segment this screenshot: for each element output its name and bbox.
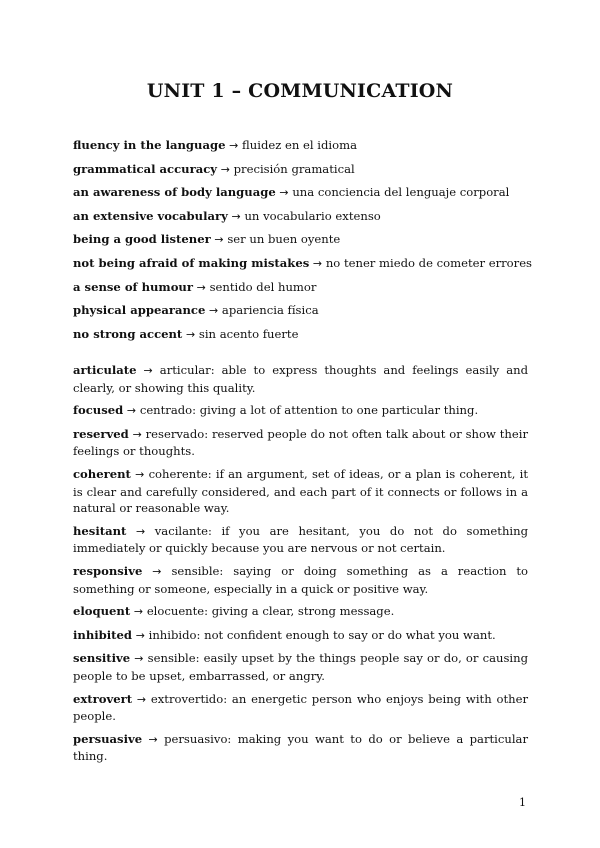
glossary-term: not being afraid of making mistakes [73,255,310,270]
definition-term: coherent [73,466,131,481]
definition-item [73,731,528,765]
arrow-icon: → [185,327,196,341]
arrow-icon: → [135,628,145,642]
arrow-icon: → [220,162,230,176]
definition-item [73,402,528,420]
page-title: UNIT 1 – COMMUNICATION [146,80,454,102]
glossary-term: grammatical accuracy [73,161,218,176]
arrow-icon: → [148,732,158,746]
definition-term: inhibited [73,627,133,642]
definition-item [73,691,528,725]
glossary-translation: una conciencia del lenguaje corporal [292,185,510,200]
glossary-item [73,228,533,252]
arrow-icon: → [135,467,145,481]
definition-item [73,627,528,645]
glossary-term: a sense of humour [73,279,193,294]
arrow-icon: → [279,186,289,200]
glossary-term: no strong accent [73,326,183,341]
definition-text: articular: able to express thoughts and feelings easily and clearly, or showing this quality. [73,363,529,395]
definition-item [73,466,528,517]
arrow-icon: → [312,256,323,270]
glossary-item [73,323,533,347]
arrow-icon: → [133,605,144,619]
glossary-translation: fluidez en el idioma [242,138,358,152]
glossary-translation: no tener miedo de cometer errores [325,255,533,270]
glossary-translation: sentido del humor [209,279,317,294]
glossary-item [73,276,533,300]
arrow-icon: → [134,652,144,666]
definition-text: centrado: giving a lot of attention to one particular thing. [139,403,479,418]
glossary-term: physical appearance [73,303,206,318]
arrow-icon: → [132,427,142,441]
glossary-item [73,158,533,182]
definition-term: hesitant [73,523,127,538]
arrow-icon: → [126,404,137,418]
definition-text: vacilante: if you are hesitant, you do not do something immediately or quickly because you are nervous or not certain. [73,523,529,556]
arrow-icon: → [196,280,206,294]
arrow-icon: → [152,564,162,578]
arrow-icon: → [135,524,146,538]
definition-term: responsive [73,563,143,578]
glossary-translation: precisión gramatical [233,161,355,176]
arrow-icon: → [136,692,147,706]
definition-term: sensitive [73,651,131,666]
definition-term: extrovert [73,691,133,706]
definitions-list [73,362,528,765]
glossary-term: being a good listener [73,232,211,247]
glossary-translation: ser un buen oyente [227,232,341,247]
definition-text: sensible: easily upset by the things people say or do, or causing people to be upset, embarrassed, or angry. [73,651,529,683]
glossary-item [73,205,533,229]
definition-term: focused [73,403,124,418]
glossary-item [73,252,533,276]
definition-item [73,650,528,684]
arrow-icon: → [214,233,224,247]
arrow-icon: → [143,364,153,377]
glossary-translation: sin acento fuerte [198,326,299,341]
definition-term: persuasive [73,731,143,746]
arrow-icon: → [231,209,241,223]
definition-item [73,563,528,597]
arrow-icon: → [229,139,239,152]
arrow-icon: → [209,304,219,318]
definition-text: sensible: saying or doing something as a reaction to something or someone, especially in a quick or positive way. [73,563,529,596]
definition-term: reserved [73,426,129,441]
definition-text: elocuente: giving a clear, strong message. [146,604,395,619]
glossary-term: an extensive vocabulary [73,208,228,223]
glossary-translation: un vocabulario extenso [244,208,381,223]
glossary-term: an awareness of body language [73,185,276,200]
definition-item [73,426,528,460]
definition-item [73,523,528,557]
glossary-item [73,134,533,158]
definition-term: articulate [73,363,137,377]
glossary-translation: apariencia física [221,303,319,318]
definition-text: coherente: if an argument, set of ideas, or a plan is coherent, it is clear and carefully considered, and each part of it connects or follows in a natural or reasonable way. [73,466,529,516]
glossary-list [73,134,533,346]
definition-text: persuasivo: making you want to do or believe a particular thing. [73,731,528,764]
definition-text: inhibido: not confident enough to say or do what you want. [148,627,496,642]
definition-text: extrovertido: an energetic person who enjoys being with other people. [73,691,528,724]
definition-text: reservado: reserved people do not often talk about or show their feelings or thoughts. [73,426,528,459]
definition-item [73,362,528,396]
definition-item [73,603,528,621]
glossary-item [73,299,533,323]
definition-term: eloquent [73,604,131,619]
glossary-item [73,181,533,205]
glossary-term: fluency in the language [73,138,226,152]
page-number: 1 [519,796,526,809]
